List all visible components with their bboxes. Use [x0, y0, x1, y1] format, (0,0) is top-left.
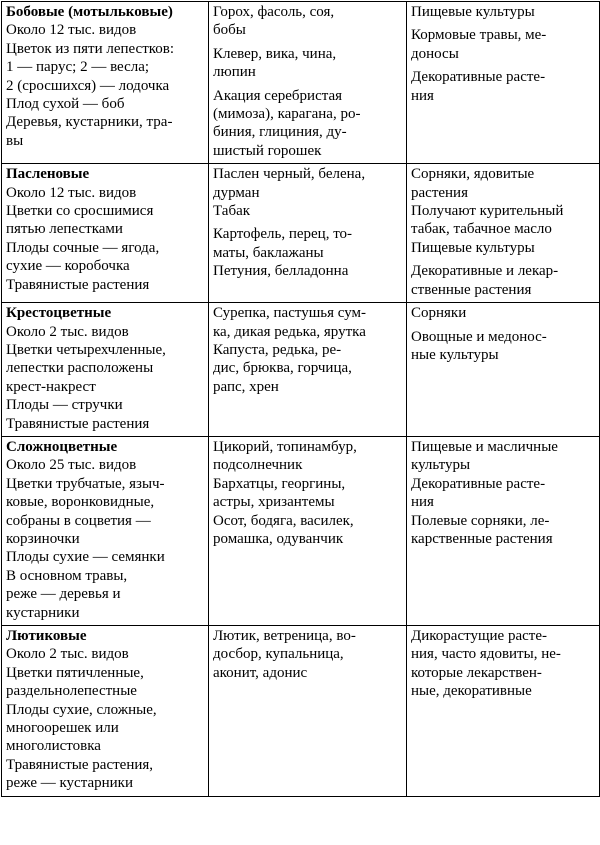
text-line: Акация серебристая — [213, 87, 343, 104]
text-line: Картофель, перец, то- — [213, 226, 353, 243]
text-line: табак, табачное масло — [411, 221, 552, 238]
text-line: Получают курительный — [411, 203, 564, 220]
text-line: Кормовые травы, ме- — [411, 27, 547, 44]
text-line: В основном травы, — [6, 567, 128, 584]
text-line: крест-накрест — [6, 378, 96, 395]
text-line: лепестки расположены — [6, 360, 154, 377]
family-name: Сложноцветные — [6, 438, 118, 455]
text-line: бобы — [213, 22, 246, 39]
text-line: Петуния, белладонна — [213, 263, 349, 280]
examples-cell — [209, 436, 407, 625]
text-line: ния, часто ядовиты, не- — [411, 646, 561, 663]
table-row — [2, 626, 600, 797]
text-line: Овощные и медонос- — [411, 328, 547, 345]
text-line: Травянистые растения — [6, 415, 150, 432]
text-line: астры, хризантемы — [213, 494, 335, 511]
examples-cell — [209, 2, 407, 164]
text-line: рапс, хрен — [213, 378, 279, 395]
text-line: Цветки пятичленные, — [6, 664, 144, 681]
text-line: маты, баклажаны — [213, 244, 324, 261]
text-line: пятью лепестками — [6, 221, 123, 238]
text-line: ния — [411, 87, 434, 104]
text-line: ромашка, одуванчик — [213, 530, 344, 547]
table-body — [2, 2, 600, 797]
family-name: Бобовые (мотыльковые) — [6, 4, 173, 20]
text-line: Паслен черный, белена, — [213, 166, 366, 183]
text-line: реже — деревья и — [6, 586, 121, 603]
table-row — [2, 164, 600, 303]
text-line: карственные растения — [411, 530, 553, 547]
text-line: Декоративные и лекар- — [411, 263, 559, 280]
text-line: досбор, купальница, — [213, 646, 344, 663]
text-line: люпин — [213, 64, 256, 81]
examples-cell — [209, 164, 407, 303]
text-line: Около 12 тыс. видов — [6, 184, 137, 201]
text-line: Клевер, вика, чина, — [213, 45, 337, 62]
text-line: 1 — парус; 2 — весла; — [6, 59, 150, 76]
family-cell — [2, 303, 209, 437]
text-line: культуры — [411, 457, 471, 474]
text-line: подсолнечник — [213, 457, 303, 474]
text-line: Цветки четырехчленные, — [6, 341, 166, 358]
text-line: раздельнолепестные — [6, 683, 137, 700]
plant-families-table — [1, 1, 600, 797]
text-line: Плоды сухие — семянки — [6, 549, 165, 566]
text-line: Плоды — стручки — [6, 397, 123, 414]
text-line: собраны в соцветия — — [6, 512, 151, 529]
text-line: которые лекарствен- — [411, 664, 542, 681]
family-cell — [2, 436, 209, 625]
text-line: Пищевые и масличные — [411, 438, 558, 455]
text-line: ственные растения — [411, 281, 532, 298]
text-line: многолистовка — [6, 738, 101, 755]
text-line: шистый горошек — [213, 142, 322, 159]
text-line: Плоды сухие, сложные, — [6, 701, 157, 718]
text-line: сухие — коробочка — [6, 258, 130, 275]
family-name: Пасленовые — [6, 166, 90, 183]
family-name: Лютиковые — [6, 628, 87, 644]
text-line: Бархатцы, георгины, — [213, 475, 346, 492]
examples-cell — [209, 303, 407, 437]
text-line: доносы — [411, 45, 459, 62]
text-line: Около 25 тыс. видов — [6, 457, 137, 474]
text-line: Цветки трубчатые, языч- — [6, 475, 165, 492]
text-line: ния — [411, 494, 434, 511]
text-line: ковые, воронковидные, — [6, 494, 155, 511]
text-line: растения — [411, 184, 468, 201]
text-line: кустарники — [6, 604, 80, 621]
text-line: ные, декоративные — [411, 683, 532, 700]
text-line: Осот, бодяга, василек, — [213, 512, 354, 529]
text-line: Сорняки, ядовитые — [411, 166, 535, 183]
text-line: Плоды сочные — ягода, — [6, 239, 160, 256]
examples-cell — [209, 626, 407, 797]
text-line: Цветок из пяти лепестков: — [6, 40, 175, 57]
table-row — [2, 303, 600, 437]
text-line: Травянистые растения, — [6, 756, 154, 773]
uses-cell — [407, 626, 600, 797]
text-line: Полевые сорняки, ле- — [411, 512, 550, 529]
table-row — [2, 2, 600, 164]
text-line: ка, дикая редька, ярутка — [213, 323, 366, 340]
text-line: Цикорий, топинамбур, — [213, 438, 357, 455]
text-line: Горох, фасоль, соя, — [213, 4, 335, 20]
text-line: Декоративные расте- — [411, 475, 546, 492]
table-row — [2, 436, 600, 625]
text-line: Около 2 тыс. видов — [6, 323, 129, 340]
family-cell — [2, 626, 209, 797]
text-line: (мимоза), карагана, ро- — [213, 106, 361, 123]
family-cell — [2, 164, 209, 303]
text-line: Пищевые культуры — [411, 239, 535, 256]
family-cell — [2, 2, 209, 164]
uses-cell — [407, 436, 600, 625]
text-line: Дикорастущие расте- — [411, 628, 547, 644]
text-line: дурман — [213, 184, 260, 201]
text-line: ные культуры — [411, 346, 499, 363]
text-line: Табак — [213, 203, 251, 220]
text-line: Сорняки — [411, 305, 467, 322]
text-line: Капуста, редька, ре- — [213, 341, 342, 358]
text-line: Около 2 тыс. видов — [6, 646, 129, 663]
text-line: 2 (сросшихся) — лодочка — [6, 77, 170, 94]
text-line: Плод сухой — боб — [6, 96, 125, 113]
text-line: биния, глициния, ду- — [213, 124, 347, 141]
text-line: многоорешек или — [6, 720, 119, 737]
text-line: Лютик, ветреница, во- — [213, 628, 356, 644]
text-line: реже — кустарники — [6, 775, 133, 792]
text-line: Деревья, кустарники, тра- — [6, 114, 173, 131]
text-line: вы — [6, 132, 24, 149]
text-line: Цветки со сросшимися — [6, 203, 154, 220]
uses-cell — [407, 2, 600, 164]
text-line: корзиночки — [6, 530, 80, 547]
text-line: Пищевые культуры — [411, 4, 535, 20]
text-line: Травянистые растения — [6, 276, 150, 293]
text-line: Декоративные расте- — [411, 69, 546, 86]
uses-cell — [407, 164, 600, 303]
text-line: Сурепка, пастушья сум- — [213, 305, 367, 322]
uses-cell — [407, 303, 600, 437]
family-name: Крестоцветные — [6, 305, 112, 322]
text-line: Около 12 тыс. видов — [6, 22, 137, 39]
text-line: дис, брюква, горчица, — [213, 360, 352, 377]
text-line: аконит, адонис — [213, 664, 308, 681]
